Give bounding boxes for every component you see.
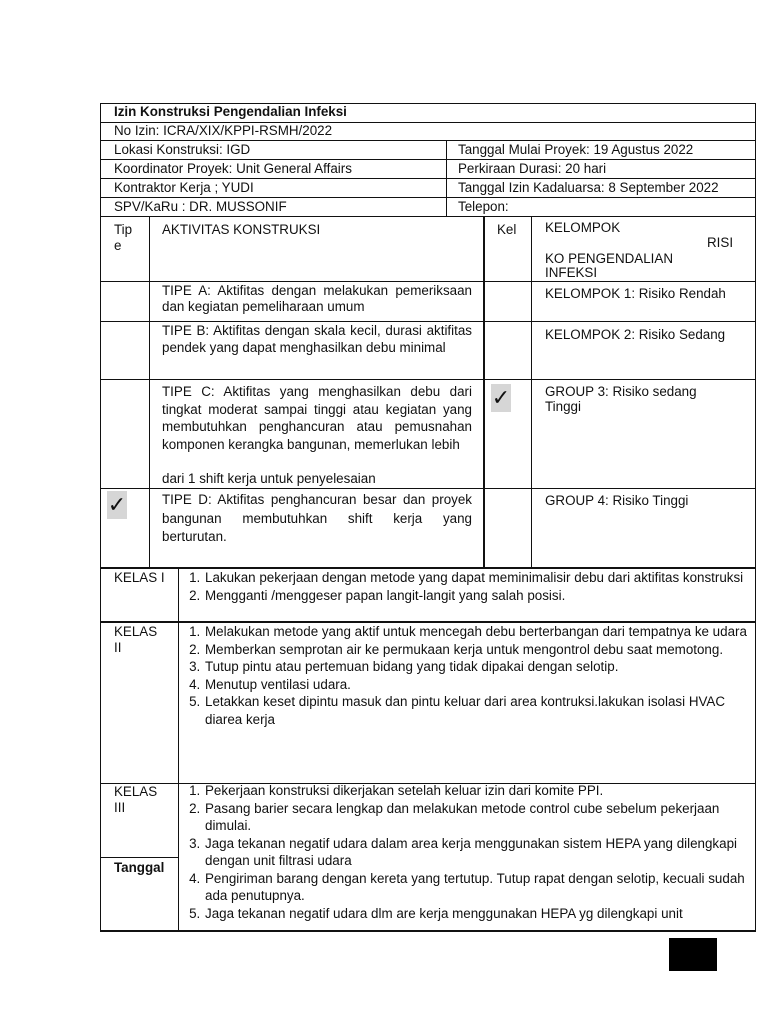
rule	[100, 857, 178, 858]
rule	[100, 930, 756, 932]
list-item: 3. Tutup pintu atau pertemuan bidang yang tidak dipakai dengan selotip.	[204, 658, 764, 676]
class-3-list	[180, 782, 764, 922]
class-2-label: KELAS	[114, 624, 158, 639]
class-1-label: KELAS I	[114, 570, 165, 585]
type-header-cont: e	[114, 238, 122, 253]
rule	[100, 140, 755, 141]
group-3-label: GROUP 3: Risiko sedang	[545, 384, 697, 399]
list-item: 4. Menutup ventilasi udara.	[204, 676, 764, 694]
rule	[100, 178, 755, 179]
list-item: 3. Jaga tekanan negatif udara dalam area kerja menggunakan sistem HEPA yang dilengkapi dengan unit filtrasi udara	[204, 835, 764, 870]
group-4-label: GROUP 4: Risiko Tinggi	[545, 493, 689, 508]
list-item: 2. Mengganti /menggeser papan langit-langit yang salah posisi.	[204, 587, 764, 605]
contractor: Kontraktor Kerja ; YUDI	[114, 180, 254, 195]
class-3-label: KELAS	[114, 784, 158, 799]
check-mark-icon: ✓	[107, 493, 127, 518]
supervisor: SPV/KaRu : DR. MUSSONIF	[114, 199, 287, 214]
rule	[483, 216, 485, 568]
group-header-line3: KO PENGENDALIAN	[545, 251, 673, 266]
rule	[755, 103, 756, 568]
list-item: 1. Melakukan metode yang aktif untuk mencegah debu berterbangan dari tempatnya ke udara	[204, 623, 764, 641]
rule	[149, 216, 150, 568]
type-c-description-cont: dari 1 shift kerja untuk penyelesaian	[162, 471, 376, 486]
type-c-description: TIPE C: Aktifitas yang menghasilkan debu dari tingkat moderat sampai tinggi atau kegiatan yang membutuhkan penghancuran atau pemusnahan komponen kerangka bangunan, memerlukan lebih	[162, 384, 472, 452]
group-3-label-cont: Tinggi	[545, 399, 581, 414]
rule	[100, 103, 101, 568]
phone-label: Telepon:	[458, 199, 509, 214]
date-label: Tanggal	[114, 860, 165, 875]
rule	[100, 379, 755, 380]
rule	[100, 197, 755, 198]
class-2-label-cont: II	[114, 640, 122, 655]
group-header-line4: INFEKSI	[545, 265, 598, 280]
rule	[100, 281, 755, 282]
check-mark-icon: ✓	[491, 386, 511, 411]
group-1-label: KELOMPOK 1: Risiko Rendah	[545, 286, 726, 301]
permit-title: Izin Konstruksi Pengendalian Infeksi	[114, 104, 347, 119]
list-item: 1. Pekerjaan konstruksi dikerjakan setelah keluar izin dari komite PPI.	[204, 782, 764, 800]
rule	[100, 488, 755, 489]
group-2-label: KELOMPOK 2: Risiko Sedang	[545, 327, 726, 342]
permit-expiry-date: Tanggal Izin Kadaluarsa: 8 September 2022	[458, 180, 719, 195]
list-item: 4. Pengiriman barang dengan kereta yang tertutup. Tutup rapat dengan selotip, kecuali sudah ada penutupnya.	[204, 870, 764, 905]
type-d-description: TIPE D: Aktifitas penghancuran besar dan proyek bangunan membutuhkan shift kerja yang berturutan.	[162, 492, 472, 544]
group-header-risk: RISI	[707, 235, 734, 250]
class-1-list	[180, 569, 764, 604]
rule	[531, 216, 532, 568]
list-item: 2. Memberkan semprotan air ke permukaan kerja untuk mengontrol debu saat memotong.	[204, 641, 764, 659]
construction-location: Lokasi Konstruksi: IGD	[114, 142, 251, 157]
project-start-date: Tanggal Mulai Proyek: 19 Agustus 2022	[458, 142, 694, 157]
list-item: 1. Lakukan pekerjaan dengan metode yang dapat meminimalisir debu dari aktifitas konstruksi	[204, 569, 764, 587]
rule	[100, 159, 755, 160]
group-header: KELOMPOK	[545, 220, 621, 235]
list-item: 5. Jaga tekanan negatif udara dlm are kerja menggunakan HEPA yg dilengkapi unit	[204, 905, 764, 923]
list-item: 5. Letakkan keset dipintu masuk dan pintu keluar dari area kontruksi.lakukan isolasi HVAC diarea kerja	[204, 693, 764, 728]
type-b-description: TIPE B: Aktifitas dengan skala kecil, durasi aktifitas pendek yang dapat menghasilkan debu minimal	[162, 323, 472, 355]
rule	[100, 321, 755, 322]
rule	[100, 567, 101, 931]
rule	[178, 567, 179, 931]
rule	[446, 140, 447, 216]
permit-number: No Izin: ICRA/XIX/KPPI-RSMH/2022	[114, 123, 333, 138]
activity-header: AKTIVITAS KONSTRUKSI	[162, 222, 321, 237]
type-a-description: TIPE A: Aktifitas dengan melakukan pemeriksaan dan kegiatan pemeliharaan umum	[162, 283, 472, 314]
list-item: 2. Pasang barier secara lengkap dan melakukan metode control cube sebelum pekerjaan dimulai.	[204, 800, 764, 835]
rule	[100, 216, 755, 217]
class-2-list	[180, 623, 764, 728]
estimated-duration: Perkiraan Durasi: 20 hari	[458, 161, 607, 176]
redaction-box	[669, 938, 717, 971]
class-3-label-cont: III	[114, 800, 126, 815]
project-coordinator: Koordinator Proyek: Unit General Affairs	[114, 161, 352, 176]
class-header: Kel	[497, 222, 517, 237]
type-header: Tip	[114, 222, 133, 237]
